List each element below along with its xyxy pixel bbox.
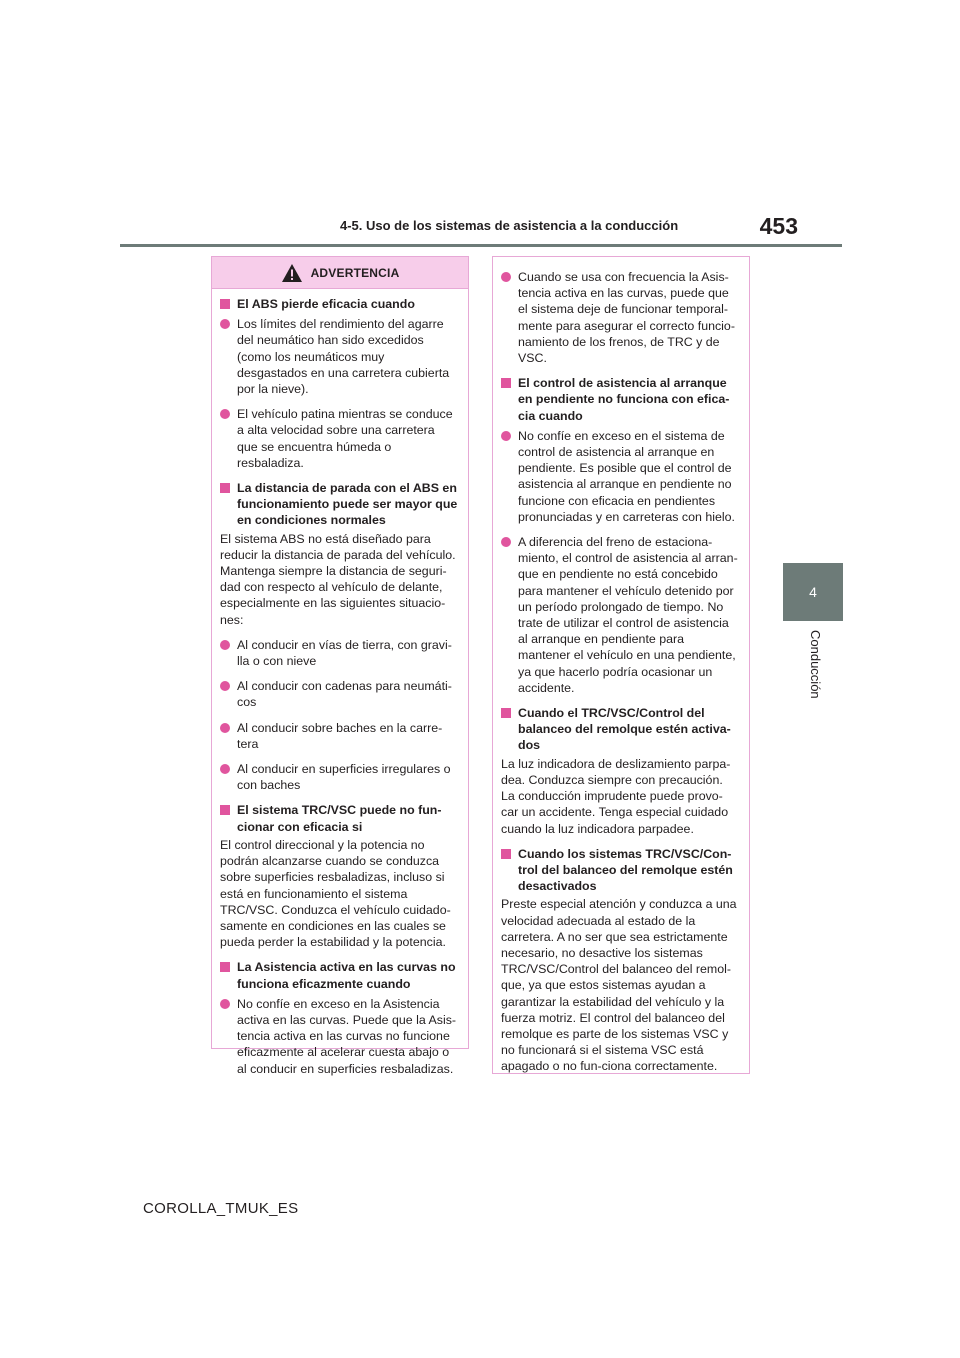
warning-heading: Cuando los sistemas TRC/VSC/Con-trol del balanceo del remolque estén desactivados xyxy=(501,846,739,895)
warning-title: ADVERTENCIA xyxy=(310,265,400,280)
section-title: 4-5. Uso de los sistemas de asistencia a la conducción xyxy=(340,218,679,233)
warning-heading: El ABS pierde eficacia cuando xyxy=(220,296,458,312)
warning-bullet: A diferencia del freno de estaciona-miento, el control de asistencia al arran-que en pendiente no está concebido para mantener el vehículo detenido por un período prolongado de tiempo. No trate de utilizar el control de asistencia al arranque en pendiente para mantener el vehículo en una pendiente, ya que hacerlo podría ocasionar un accidente. xyxy=(501,534,739,696)
warning-heading: El sistema TRC/VSC puede no fun-cionar con eficacia si xyxy=(220,802,458,834)
warning-box-right xyxy=(492,256,750,1074)
warning-bullet: Cuando se usa con frecuencia la Asis-tencia activa en las curvas, puede que el sistema deje de funcionar temporal-mente para asegurar el correcto funcio-namiento de los frenos, de TRC y de VSC. xyxy=(501,269,739,366)
warning-bullet: Al conducir en superficies irregulares o con baches xyxy=(220,761,458,793)
warning-bullet: No confíe en exceso en el sistema de control de asistencia al arranque en pendiente. Es posible que el control de asistencia al arranque en pendiente no funcione con eficacia en pendientes pronunciadas y en carreteras con hielo. xyxy=(501,428,739,525)
warning-bullet: Al conducir sobre baches en la carre-tera xyxy=(220,720,458,752)
page-number: 453 xyxy=(759,213,798,239)
warning-bullet: Al conducir con cadenas para neumáti-cos xyxy=(220,678,458,710)
chapter-number: 4 xyxy=(809,584,817,600)
warning-heading: Cuando el TRC/VSC/Control del balanceo del remolque estén activa-dos xyxy=(501,705,739,754)
warning-bullet: Al conducir en vías de tierra, con gravi-lla o con nieve xyxy=(220,637,458,669)
warning-paragraph: La luz indicadora de deslizamiento parpa-dea. Conduzca siempre con precaución. La conducción imprudente puede provo-car un accidente. Tenga especial cuidado cuando la luz indicadora parpadee. xyxy=(501,756,731,836)
warning-bullet: Los límites del rendimiento del agarre del neumático han sido excedidos (como los neumáticos muy desgastados en una carretera cubierta por la nieve). xyxy=(220,316,458,397)
chapter-tab[interactable] xyxy=(783,563,843,621)
warning-box-left xyxy=(211,256,469,1076)
chapter-label: Conducción xyxy=(808,630,823,699)
warning-title-bar xyxy=(212,257,468,289)
header-divider xyxy=(120,244,842,247)
warning-paragraph: Preste especial atención y conduzca a una velocidad adecuada al estado de la carretera. A no ser que sea estrictamente necesario, no desactive los sistemas TRC/VSC/Control del balanceo del remol-que, ya que estos sistemas ayudan a garantizar la estabilidad del vehículo y la fuerza motriz. El control del balanceo del remolque es parte de los sistemas VSC y no funcionará si el sistema VSC está apagado o no fun-ciona correctamente. xyxy=(501,897,737,1074)
warning-paragraph: El sistema ABS no está diseñado para reducir la distancia de parada del vehículo. Mantenga siempre la distancia de seguri-dad con respecto al vehículo de delante, especialmente en las siguientes situacio-nes: xyxy=(220,531,456,627)
document-code: COROLLA_TMUK_ES xyxy=(143,1200,299,1217)
warning-bullet: El vehículo patina mientras se conduce a alta velocidad sobre una carretera que se encuentra húmeda o resbaladiza. xyxy=(220,406,458,471)
warning-triangle-icon xyxy=(281,263,303,283)
warning-heading: La Asistencia activa en las curvas no funciona eficazmente cuando xyxy=(220,959,458,991)
warning-left-content xyxy=(220,296,458,1077)
warning-paragraph: El control direccional y la potencia no podrán alcanzarse cuando se conduzca sobre superficies resbaladizas, incluso si está en funcionamiento el sistema TRC/VSC. Conduzca el vehículo cuidado-samente en condiciones en las cuales se pueda perder la estabilidad y la potencia. xyxy=(220,837,451,950)
warning-right-content xyxy=(501,269,739,1075)
warning-heading: La distancia de parada con el ABS en funcionamiento puede ser mayor que en condiciones normales xyxy=(220,480,458,529)
warning-bullet: No confíe en exceso en la Asistencia activa en las curvas. Puede que la Asis-tencia activa en las curvas no funcione eficazmente al acelerar cuesta abajo o al conducir en superficies resbaladizas. xyxy=(220,996,458,1077)
warning-heading: El control de asistencia al arranque en pendiente no funciona con efica-cia cuando xyxy=(501,375,739,424)
